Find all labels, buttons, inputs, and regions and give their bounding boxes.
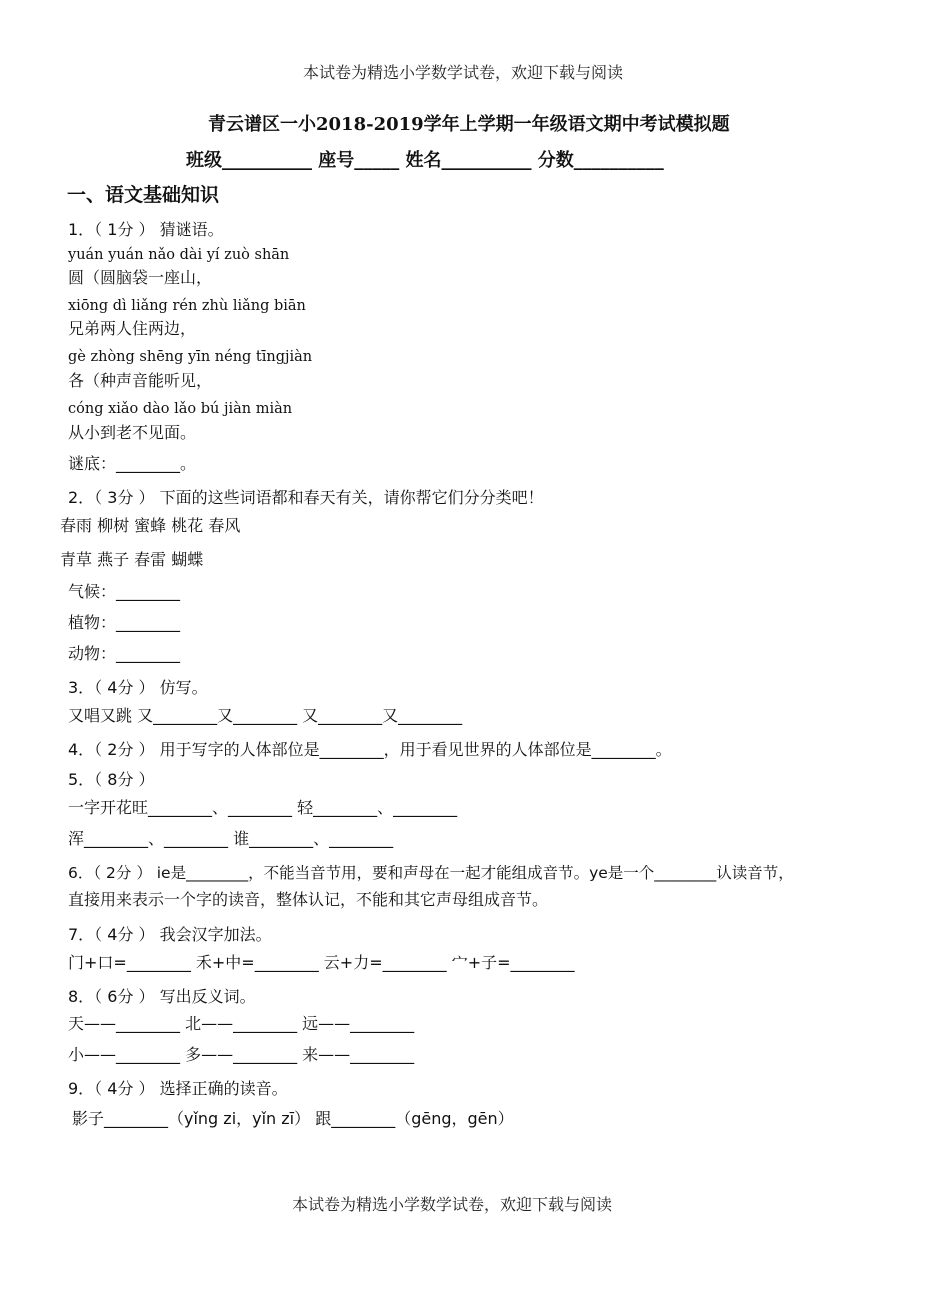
- pronunciation-line: 影子________（yǐng zi，yǐn zī） 跟________（gēng，gēn）: [72, 1109, 514, 1128]
- category-line: 植物：________: [68, 613, 181, 632]
- fill-line: 浑________、________ 谁________、________: [68, 829, 394, 848]
- pinyin-line: cóng xiǎo dào lǎo bú jiàn miàn: [68, 401, 293, 417]
- question-5-stem: 5．（ 8分 ）: [68, 770, 155, 789]
- question-2-stem: 2．（ 3分 ） 下面的这些词语都和春天有关，请你帮它们分分类吧！: [68, 488, 544, 507]
- category-line: 动物：________: [68, 644, 181, 663]
- antonym-line: 天——________ 北——________ 远——________: [68, 1014, 415, 1033]
- addition-line: 门+口=________ 禾+中=________ 云+力=________ 宀+子=________: [68, 953, 575, 972]
- question-4-stem: 4．（ 2分 ） 用于写字的人体部位是________，用于看见世界的人体部位是________。: [68, 740, 672, 759]
- exam-title: 青云谱区一小2018-2019学年上学期一年级语文期中考试模拟题: [208, 114, 730, 135]
- category-line: 气候：________: [68, 582, 181, 601]
- question-9-stem: 9．（ 4分 ） 选择正确的读音。: [68, 1079, 288, 1098]
- pinyin-line: xiōng dì liǎng rén zhù liǎng biān: [68, 298, 306, 314]
- riddle-line: 从小到老不见面。: [68, 423, 197, 442]
- section-heading: 一、语文基础知识: [67, 184, 220, 206]
- riddle-line: 各（种声音能听见，: [68, 371, 213, 390]
- word-list: 春雨 柳树 蜜蜂 桃花 春风: [60, 516, 241, 535]
- antonym-line: 小——________ 多——________ 来——________: [68, 1045, 415, 1064]
- question-6-continued: 直接用来表示一个字的读音，整体认记，不能和其它声母组成音节。: [68, 890, 549, 909]
- question-7-stem: 7．（ 4分 ） 我会汉字加法。: [68, 925, 272, 944]
- student-info-line: 班级__________ 座号_____ 姓名__________ 分数__________: [186, 150, 664, 171]
- answer-line: 谜底：________。: [68, 454, 197, 473]
- page-footer: 本试卷为精选小学数学试卷，欢迎下载与阅读: [292, 1195, 613, 1214]
- question-6-stem: 6．（ 2分 ） ie是________，不能当音节用，要和声母在一起才能组成音节。ye是一个________认读音节，: [68, 864, 794, 882]
- fill-line: 一字开花旺________、________ 轻________、________: [68, 798, 458, 817]
- riddle-line: 圆（圆脑袋一座山，: [68, 268, 213, 287]
- word-list: 青草 燕子 春雷 蝴蝶: [60, 550, 204, 569]
- pinyin-line: gè zhòng shēng yīn néng tīngjiàn: [68, 349, 313, 365]
- question-8-stem: 8．（ 6分 ） 写出反义词。: [68, 987, 256, 1006]
- riddle-line: 兄弟两人住两边，: [68, 319, 197, 338]
- question-1-stem: 1．（ 1分 ） 猜谜语。: [68, 220, 224, 239]
- page-header: 本试卷为精选小学数学试卷，欢迎下载与阅读: [303, 63, 624, 82]
- imitation-line: 又唱又跳 又________又________ 又________又________: [68, 706, 463, 725]
- question-3-stem: 3．（ 4分 ） 仿写。: [68, 678, 208, 697]
- pinyin-line: yuán yuán nǎo dài yí zuò shān: [68, 247, 290, 263]
